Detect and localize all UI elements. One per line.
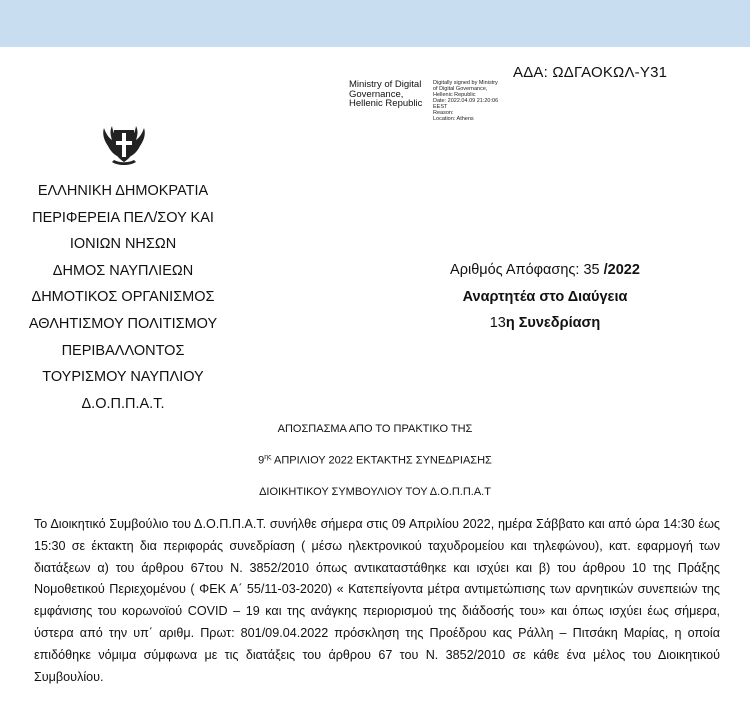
excerpt-day-suffix: ης <box>264 454 272 461</box>
signature-detail-line: Hellenic Republic <box>433 92 476 98</box>
viewer-top-bar <box>0 0 750 47</box>
organization-block <box>18 178 228 417</box>
signature-signer-line: Hellenic Republic <box>349 98 423 109</box>
session-label <box>430 310 660 337</box>
signature-detail-line: Location: Athens <box>433 116 474 122</box>
excerpt-date-rest: ΑΠΡΙΛΙΟΥ 2022 ΕΚΤΑΚΤΗΣ ΣΥΝΕΔΡΙΑΣΗΣ <box>271 454 492 467</box>
signature-signer-line: Governance, <box>349 88 404 100</box>
signature-detail-line: Digitally signed by Ministry <box>433 80 498 86</box>
org-line: ΤΟΥΡΙΣΜΟΥ ΝΑΥΠΛΙΟΥ <box>42 369 204 386</box>
signature-detail-line: Reason: <box>433 110 454 116</box>
org-line: ΑΘΛΗΤΙΣΜΟΥ ΠΟΛΙΤΙΣΜΟΥ <box>28 315 218 332</box>
ada-code: ΑΔΑ: ΩΔΓΑΟΚΩΛ-Υ31 <box>513 64 668 81</box>
org-line: ΕΛΛΗΝΙΚΗ ΔΗΜΟΚΡΑΤΙΑ <box>37 183 209 199</box>
signature-detail-line: Date: 2022.04.09 21:20:06 <box>433 98 499 104</box>
excerpt-title: ΑΠΟΣΠΑΣΜΑ ΑΠΟ ΤΟ ΠΡΑΚΤΙΚΟ ΤΗΣ <box>277 423 473 435</box>
excerpt-day: 9 <box>258 454 265 467</box>
excerpt-date <box>0 454 750 467</box>
greek-coat-of-arms-icon <box>98 122 150 175</box>
org-line: ΙΟΝΙΩΝ ΝΗΣΩΝ <box>69 236 177 253</box>
signature-signer <box>349 80 422 109</box>
signature-detail-line: EEST <box>433 104 448 110</box>
decision-number-year: /2022 <box>603 262 640 278</box>
posting-note: Αναρτητέα στο Διαύγεια <box>462 288 628 305</box>
org-line: ΔΗΜΟΣ ΝΑΥΠΛΙΕΩΝ <box>52 262 194 279</box>
signature-signer-line: Ministry of Digital <box>349 79 422 90</box>
excerpt-board: ΔΙΟΙΚΗΤΙΚΟΥ ΣΥΜΒΟΥΛΙΟΥ ΤΟΥ Δ.Ο.Π.Π.Α.Τ <box>259 486 491 498</box>
minutes-paragraph: Το Διοικητικό Συμβούλιο του Δ.Ο.Π.Π.Α.Τ. συνήλθε σήμερα στις 09 Απριλίου 2022, ημέρα Σάββατο και από ώρα 14:30 έως 15:30 σε έκτακτη δια περιφοράς συνεδρίαση ( μέσω ηλεκτρονικού ταχυδρομείου και τηλεφώνου), κατ. εφαρμογή των διατάξεων α) του άρθρου 67του Ν. 3852/2010 όπως αντικαταστάθηκε και ισχύει και β) του άρθρου 10 της Πράξης Νομοθετικού Περιεχομένου ( ΦΕΚ Α΄ 55/11-03-2020) « Κατεπείγοντα μέτρα αντιμετώπισης των αρνητικών συνεπειών της εμφάνισης του κορωνοϊού COVID – 19 και της ανάγκης περιορισμού της διάδοσής του» και όπως ισχύει έως σήμερα, ύστερα από την υπ΄ αριθμ. Πρωτ: 801/09.04.2022 πρόσκληση της Προέδρου κας Ράλλη – Πιτσάκη Μαρίας, η οποία επιδόθηκε νόμιμα σύμφωνα με τις διατάξεις του άρθρου 67 του Ν. 3852/2010 σε κάθε ένα μέλος του Διοικητικού Συμβουλίου. <box>34 517 720 684</box>
decision-number <box>430 257 660 284</box>
org-line: ΔΗΜΟΤΙΚΟΣ ΟΡΓΑΝΙΣΜΟΣ <box>31 289 215 306</box>
session-number: 13 <box>489 315 506 332</box>
signature-detail-line: of Digital Governance, <box>433 86 488 92</box>
org-line: Δ.Ο.Π.Π.Α.Τ. <box>81 395 165 412</box>
decision-block <box>430 257 660 337</box>
session-suffix: η Συνεδρίαση <box>505 315 601 332</box>
signature-details <box>433 80 498 122</box>
org-line: ΠΕΡΙΒΑΛΛΟΝΤΟΣ <box>61 342 185 359</box>
org-line: ΠΕΡΙΦΕΡΕΙΑ ΠΕΛ/ΣΟΥ ΚΑΙ <box>32 209 214 226</box>
decision-number-prefix: Αριθμός Απόφασης: 35 <box>450 262 604 278</box>
